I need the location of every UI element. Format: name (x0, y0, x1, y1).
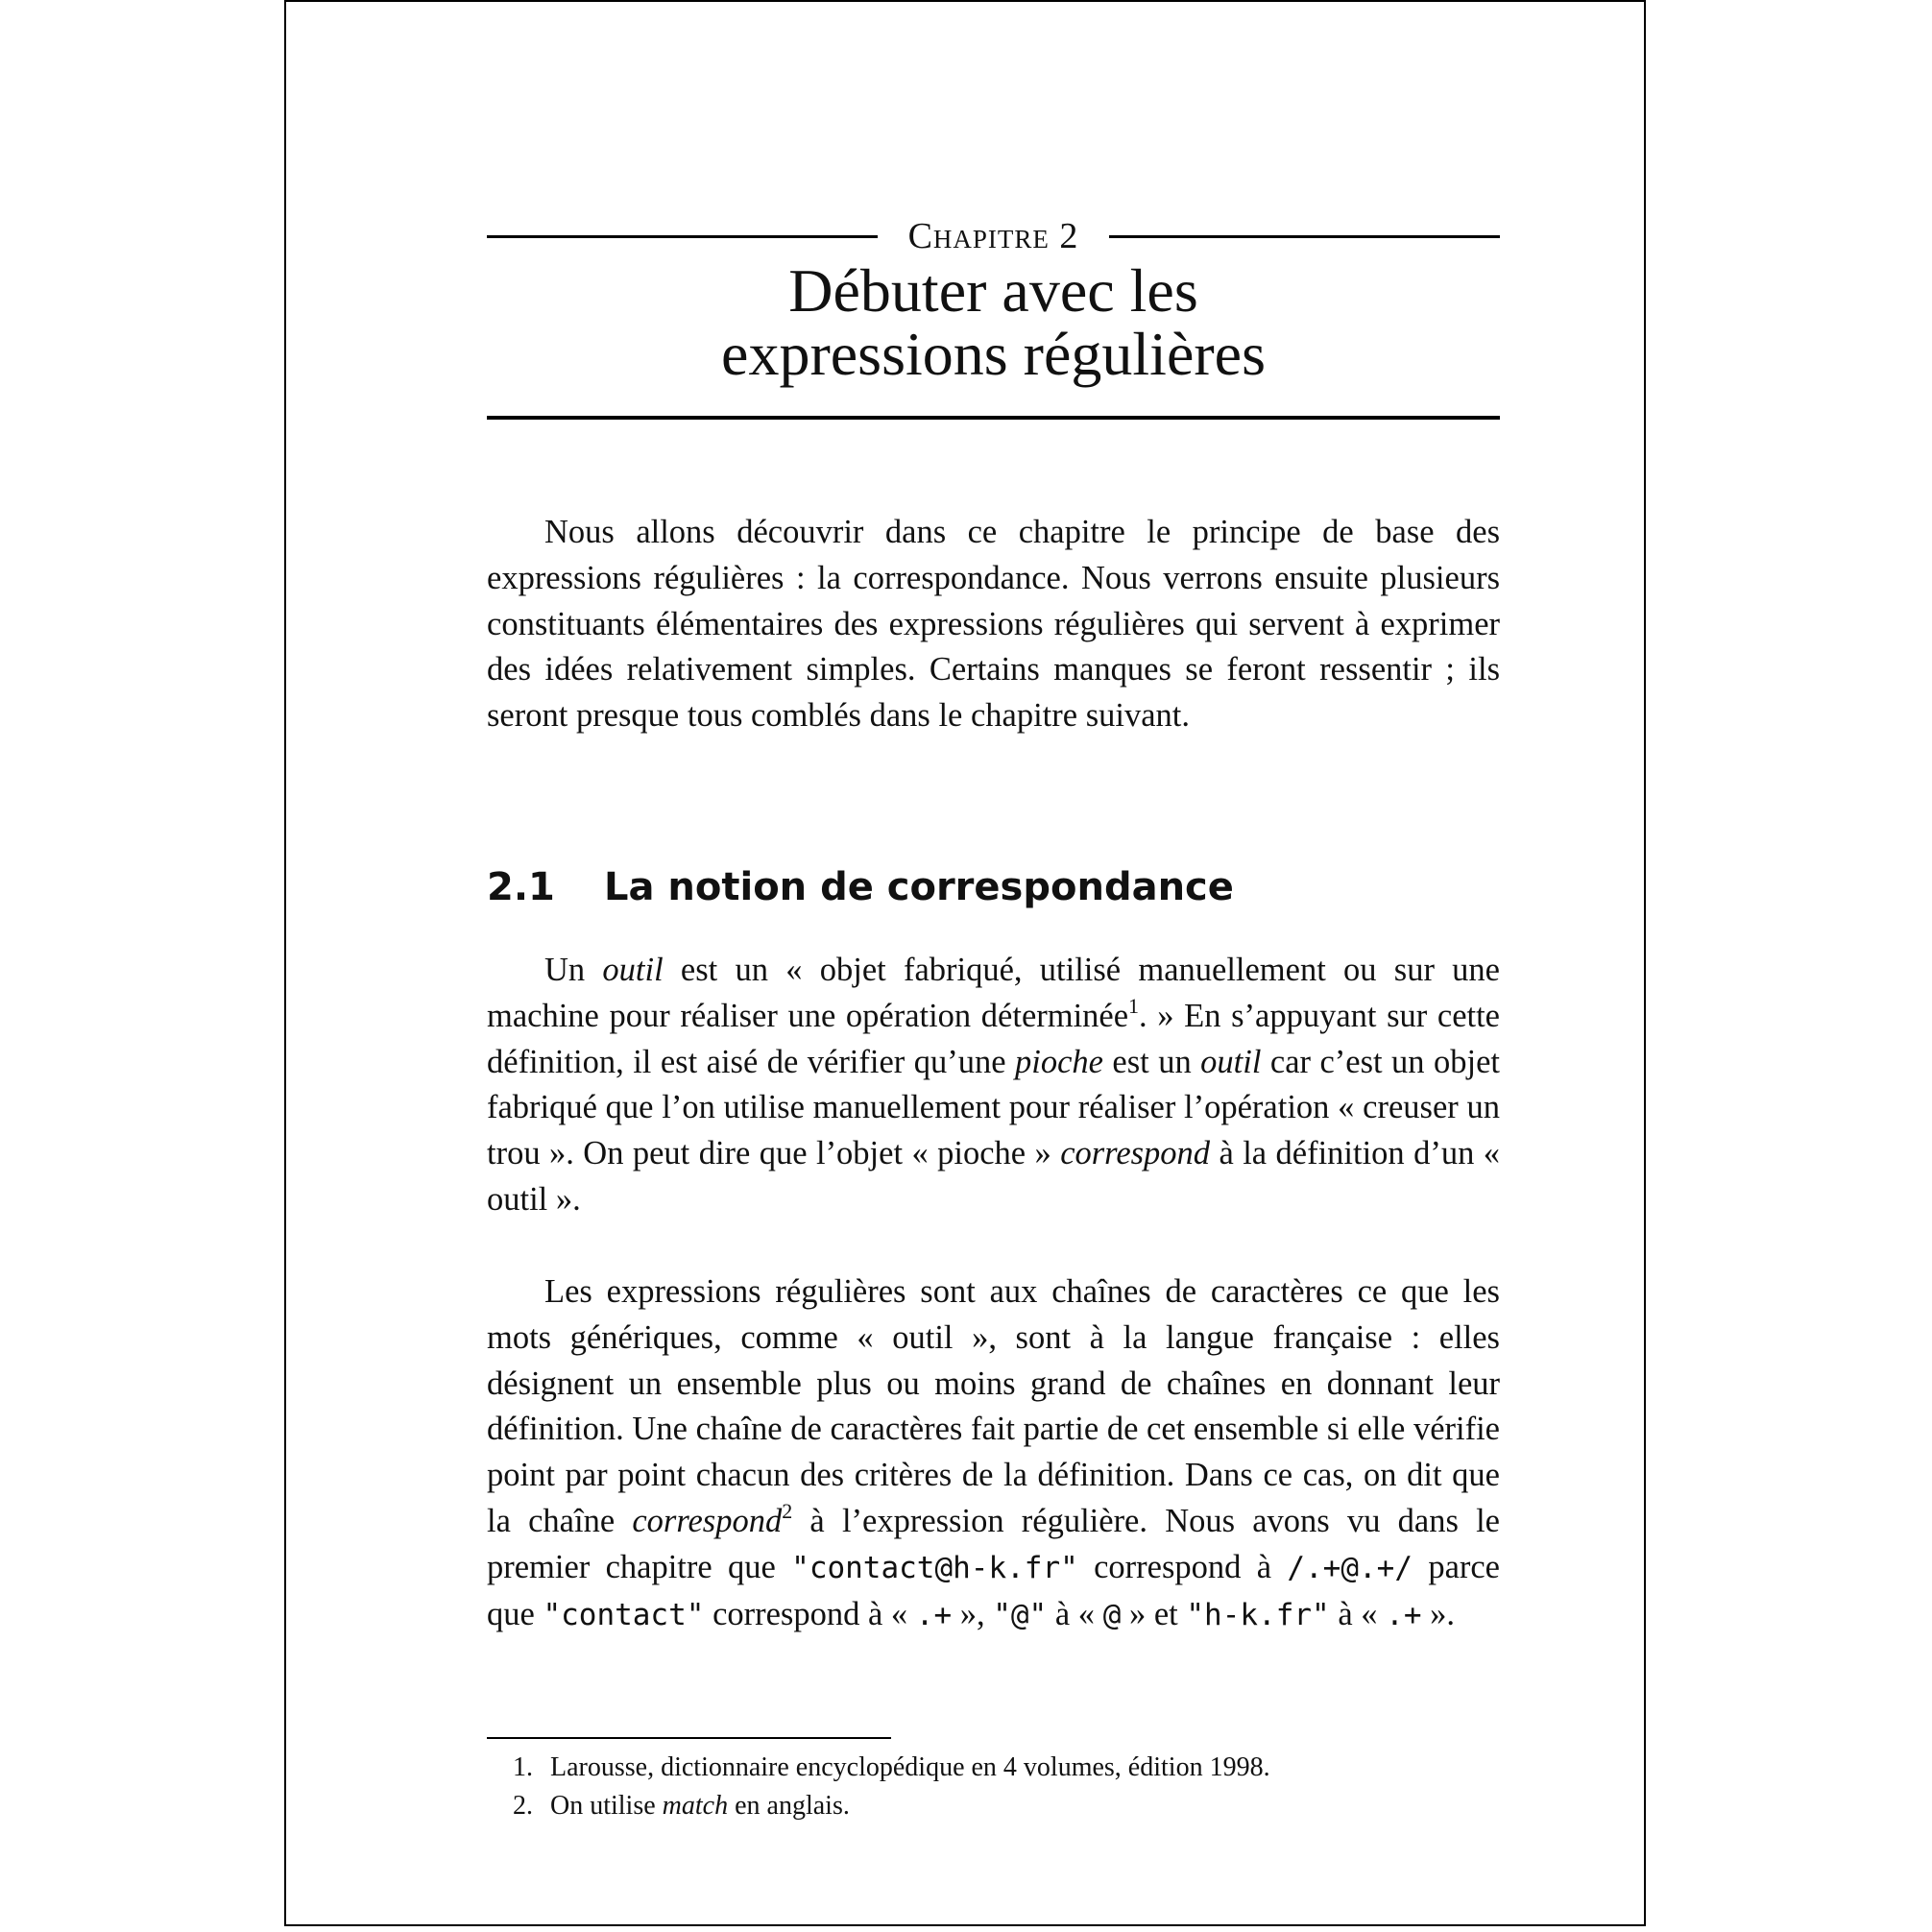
text-run: ». (1421, 1595, 1455, 1632)
chapter-rule-right (1109, 235, 1500, 238)
text-run: à la définition d’un « outil ». (487, 1135, 1501, 1218)
chapter-title-rule (487, 416, 1500, 420)
code-dotplus: .+ (1386, 1597, 1422, 1632)
section-title: La notion de correspondance (604, 865, 1234, 909)
text-run: en anglais. (728, 1791, 850, 1821)
footnote-ref-2: 2 (782, 1498, 793, 1523)
chapter-label-row (487, 213, 1500, 259)
emphasis-correspond: correspond (1060, 1135, 1211, 1172)
text-run: à « (1329, 1595, 1387, 1632)
text-run: correspond à « (704, 1595, 916, 1632)
text-run: est un (1102, 1043, 1201, 1080)
emphasis-outil: outil (1200, 1043, 1262, 1080)
footnote-number: 1. (513, 1752, 533, 1782)
text-run: à l’expression régulière. Nous avons vu dans le premier chapitre que (487, 1502, 1500, 1585)
section-heading (487, 862, 1234, 912)
text-run: à « (1047, 1595, 1103, 1632)
emphasis-pioche: pioche (1015, 1043, 1103, 1080)
text-run: est un « objet fabriqué, utilisé manuellement ou sur une machine pour réaliser une opération déterminée (487, 952, 1500, 1034)
emphasis-match: match (662, 1791, 729, 1821)
text-run: » et (1121, 1595, 1187, 1632)
text-run: Les expressions régulières sont aux chaînes de caractères ce que les mots génériques, comme « outil », sont à la langue française : elles désignent un ensemble plus ou moins grand de chaînes en donnant leur définition. Une chaîne de caractères fait partie de cet ensemble si elle vérifie point par point chacun des critères de la définition. Dans ce cas, on dit que la chaîne (487, 1273, 1500, 1539)
text-run: », (952, 1595, 994, 1632)
chapter-title (487, 256, 1500, 388)
code-dotplus: .+ (915, 1597, 953, 1632)
chapter-title-line2: expressions régulières (721, 320, 1266, 388)
footnote-1 (487, 1749, 1500, 1787)
text-run: . » En s’appuyant sur cette définition, il est aisé de vérifier qu’une (487, 997, 1500, 1080)
section-number: 2.1 (487, 865, 555, 909)
intro-paragraph: Nous allons découvrir dans ce chapitre le principe de base des expressions régulières : la correspondance. Nous verrons ensuite plusieurs constituants élémentaires des expressions régulières qui servent à exprimer des idées relativement simples. Certains manques se feront ressentir ; ils seront presque tous comblés dans le chapitre suivant. (487, 514, 1500, 735)
footnote-ref-1: 1 (1128, 993, 1140, 1018)
chapter-label: Chapitre 2 (907, 216, 1079, 256)
text-run: car c’est un objet fabriqué que l’on utilise manuellement pour réaliser l’opération « creuser un trou ». On peut dire que l’objet « pioche » (487, 1043, 1500, 1172)
text-run: Un (544, 952, 603, 988)
emphasis-correspond: correspond (632, 1502, 783, 1539)
code-hk: "h-k.fr" (1186, 1597, 1330, 1632)
footnote-2 (487, 1787, 1500, 1825)
footnote-text (550, 1787, 850, 1825)
text-run: On utilise (550, 1791, 663, 1821)
footnote-rule (487, 1737, 891, 1739)
footnotes (487, 1749, 1500, 1825)
footnote-text: Larousse, dictionnaire encyclopédique en 4 volumes, édition 1998. (550, 1752, 1270, 1782)
code-at-string: "@" (993, 1597, 1048, 1632)
code-contact: "contact" (543, 1597, 705, 1632)
chapter-rule-left (487, 235, 878, 238)
code-at: @ (1102, 1597, 1122, 1632)
emphasis-outil: outil (602, 952, 664, 988)
paragraph-outil (487, 948, 1500, 1223)
code-regex: /.+@.+/ (1287, 1550, 1413, 1585)
text-run: correspond à (1077, 1548, 1288, 1585)
chapter-title-line1: Débuter avec les (788, 256, 1198, 325)
paragraph-expressions (487, 1269, 1500, 1638)
code-email: "contact@h-k.fr" (791, 1550, 1078, 1585)
text-run: parce que (487, 1548, 1500, 1632)
footnote-number: 2. (513, 1791, 533, 1821)
